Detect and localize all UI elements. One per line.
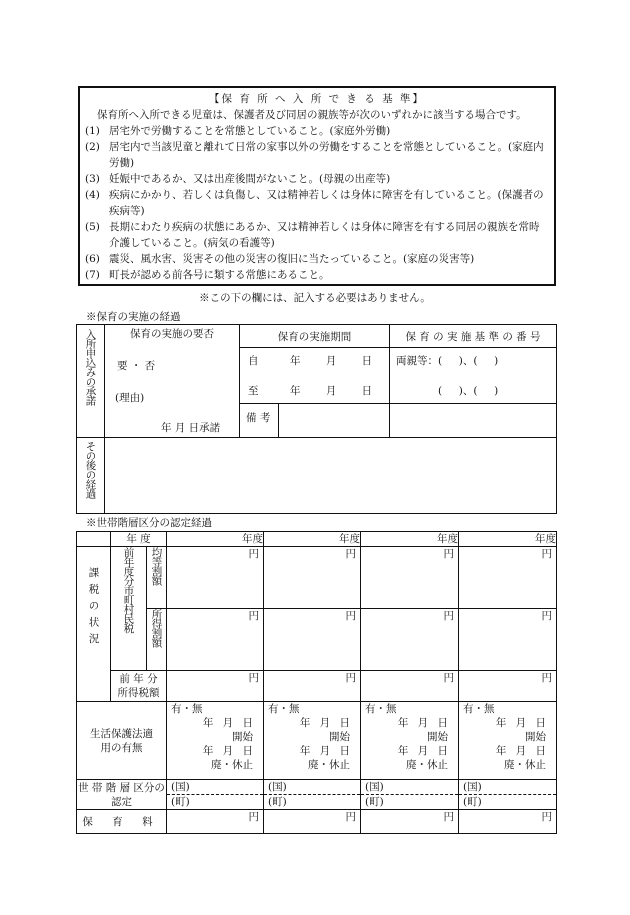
year-3: 年度 (361, 532, 459, 547)
welfare-label: 生活保護法適用の有無 (77, 702, 167, 780)
criteria-item: (6) 震災、風水害、災害その他の災害の復旧に当たっていること。(家庭の災害等) (85, 253, 475, 265)
criteria-item: (2) 居宅内で当該児童と離れて日常の家事以外の労働をすることを常態としていること。(家庭内労働) (85, 141, 544, 169)
year-2: 年度 (264, 532, 361, 547)
criteria-item: (4) 疾病にかかり、若しくは負傷し、又は精神若しくは身体に障害を有していること。(保護者の疾病等) (85, 189, 544, 217)
need-cell: 保育の実施の要否 要 ・ 否 (理由) 年 月 日承諾 (105, 325, 240, 438)
welfare-cell: 有・無 年 月 日 開始 年 月 日 廃・休止 (264, 702, 361, 780)
criteria-item: (5) 長期にわたり疾病の状態にあるか、又は精神若しくは身体に障害を有する同居の親族を常時介護していること。(病気の看護等) (85, 221, 540, 249)
tax-status-label: 課税の状況 (77, 547, 111, 702)
instruction-note: ※この下の欄には、記入する必要はありません。 (199, 292, 431, 304)
section2-title: ※世帯階層区分の認定経過 (86, 517, 212, 529)
prev-income-tax-label: 前 年 分 所得税額 (111, 671, 167, 702)
prev-tax-label: 前年度分市町村民税 (111, 547, 147, 671)
year-1: 年度 (167, 532, 264, 547)
implementation-table (76, 324, 557, 514)
class-cell: (国) (町) (167, 780, 264, 810)
criteria-item: (3) 妊娠中であるか、又は出産後間がないこと。(母親の出産等) (85, 173, 391, 185)
criteria-item: (7) 町長が認める前各号に類する常態にあること。 (85, 269, 330, 281)
criteria-intro: 保育所へ入所できる児童は、保護者及び同居の親族等が次のいずれかに該当する場合です。 (97, 109, 527, 121)
welfare-cell: 有・無 年 月 日 開始 年 月 日 廃・休止 (459, 702, 557, 780)
equal-label: 均等割額 (147, 547, 167, 609)
admission-label: 入所申込みの承諾 (77, 325, 105, 438)
criteria-box (78, 86, 556, 286)
after-cell (105, 438, 557, 514)
welfare-cell: 有・無 年 月 日 開始 年 月 日 廃・休止 (167, 702, 264, 780)
standard-cell: 保 育 の 実 施 基 準 の 番 号 両親等：( )、( ) ( )、( ) (390, 325, 557, 438)
class-cell: (国) (町) (264, 780, 361, 810)
class-cell: (国) (町) (459, 780, 557, 810)
criteria-item: (1) 居宅外で労働することを常態としていること。(家庭外労働) (85, 125, 391, 137)
household-table: 年 度 年度 年度 年度 年度 課税の状況 前年度分市町村民税 均等割額 円 円 円 円 所得割額 円 円 円 円 前 年 分 所得税額 円 円 円 円 生活保護法適用の有無 有・無 年 月 日 開始 年 月 日 廃・休止 有・無 年 月 日 開始 年 月 日 廃・休止 有・無 年 月 日 開始 年 月 日 廃・休止 有・無 年 月 日 開始 年 月 日 廃・休止 世 帯 階 層 区分の認定 (国) (町) (国) (町) (国) (町) (国) (町) 保 育 料 円 円 円 円 (76, 531, 557, 834)
year-4: 年度 (459, 532, 557, 547)
section1-title: ※保育の実施の経過 (86, 311, 181, 323)
criteria-title: 【保 育 所 へ 入 所 で き る 基 準】 (209, 93, 425, 105)
class-label: 世 帯 階 層 区分の認定 (78, 781, 165, 808)
class-cell: (国) (町) (361, 780, 459, 810)
welfare-cell: 有・無 年 月 日 開始 年 月 日 廃・休止 (361, 702, 459, 780)
income-label: 所得割額 (147, 609, 167, 671)
after-label: その後の経過 (77, 438, 105, 514)
period-cell: 保育の実施期間 自 年 月 日 至 年 月 日 備 考 (240, 325, 390, 438)
fee-label: 保 育 料 (77, 810, 167, 834)
